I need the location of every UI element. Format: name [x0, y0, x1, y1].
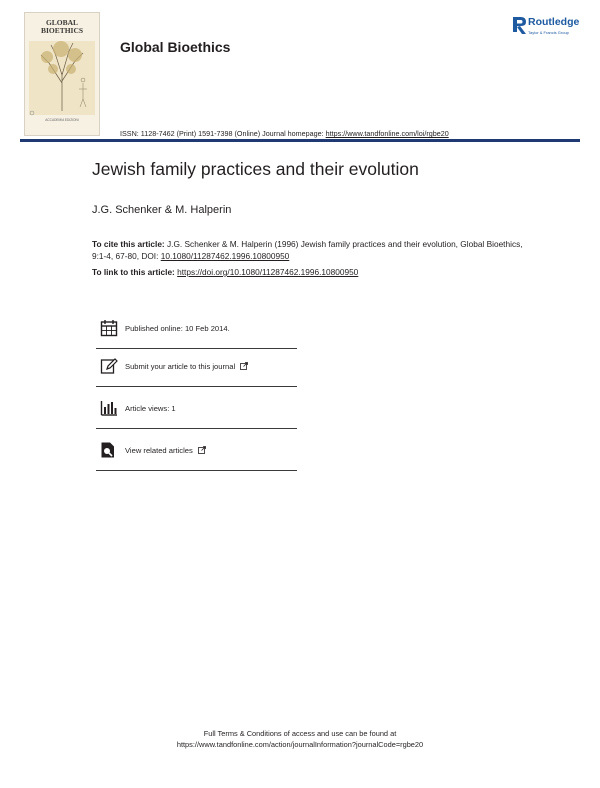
external-link-icon	[240, 362, 248, 370]
calendar-icon	[100, 319, 118, 337]
search-document-icon	[100, 441, 118, 459]
row-divider	[96, 470, 297, 472]
footer-terms	[0, 728, 600, 750]
published-online-text: Published online: 10 Feb 2014.	[125, 324, 230, 333]
submit-article-row[interactable]	[96, 351, 297, 387]
issn-line	[120, 129, 449, 138]
header-divider	[20, 139, 580, 142]
published-online-row	[96, 313, 297, 349]
article-link-line	[92, 267, 358, 277]
related-articles-row[interactable]	[96, 435, 297, 471]
doi-link[interactable]: 10.1080/11287462.1996.10800950	[160, 251, 290, 261]
related-articles-link[interactable]: View related articles	[125, 446, 193, 455]
article-url-link[interactable]: https://doi.org/10.1080/11287462.1996.10800950	[177, 267, 359, 277]
bar-chart-icon	[100, 399, 118, 417]
link-label: To link to this article:	[92, 267, 178, 277]
publisher-name: Routledge	[528, 16, 580, 28]
journal-homepage-link[interactable]: https://www.tandfonline.com/loi/rgbe20	[325, 129, 449, 138]
publisher-tagline: Taylor & Francis Group	[528, 30, 569, 35]
article-views-row	[96, 393, 297, 429]
citation-block	[92, 238, 532, 262]
cover-title: GLOBAL BIOETHICS	[40, 18, 84, 35]
row-divider	[96, 386, 297, 388]
row-divider	[96, 348, 297, 350]
article-authors: J.G. Schenker & M. Halperin	[92, 204, 232, 216]
article-title: Jewish family practices and their evolution	[92, 159, 419, 179]
footer-text: Full Terms & Conditions of access and use can be found at	[203, 729, 397, 738]
cover-publisher: ACCADEMIA EDIZIONI	[45, 118, 79, 122]
issn-text: ISSN: 1128-7462 (Print) 1591-7398 (Online) Journal homepage:	[120, 129, 326, 138]
citation-label: To cite this article:	[92, 239, 165, 249]
row-divider	[96, 428, 297, 430]
submit-article-link[interactable]: Submit your article to this journal	[125, 362, 236, 371]
tree-illustration-icon	[25, 13, 99, 135]
journal-title[interactable]: Global Bioethics	[120, 39, 231, 55]
article-views-text: Article views: 1	[125, 404, 176, 413]
citation-text: J.G. Schenker & M. Halperin (1996) Jewish family practices and their evolution, Global Bioethics, 9:1-4, 67-80, DOI:	[92, 239, 523, 261]
journal-cover-image	[24, 12, 100, 136]
footer-terms-link[interactable]: https://www.tandfonline.com/action/journalInformation?journalCode=rgbe20	[176, 740, 424, 749]
external-link-icon	[198, 446, 206, 454]
submit-article-icon	[100, 357, 118, 375]
